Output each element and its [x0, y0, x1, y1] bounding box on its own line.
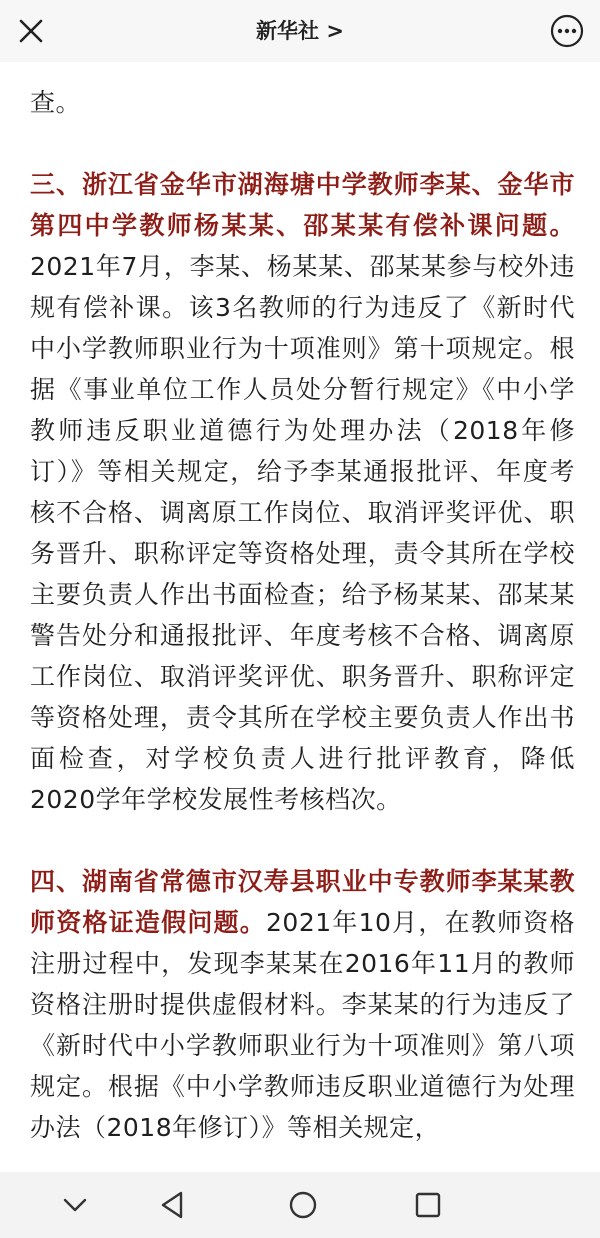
section-3-paragraph — [30, 164, 575, 820]
previous-paragraph-tail: 查。 — [30, 88, 82, 117]
home-circle-icon — [283, 1185, 323, 1225]
system-nav-bar — [0, 1172, 600, 1238]
more-button[interactable] — [550, 14, 584, 48]
back-button[interactable] — [153, 1185, 193, 1225]
section-4-heading: 四、湖南省常德市汉寿县职业中专教师李某某教师资格证造假问题。 — [30, 867, 575, 937]
top-bar — [0, 0, 600, 62]
more-icon — [550, 14, 584, 48]
recent-square-icon — [408, 1185, 448, 1225]
recent-apps-button[interactable] — [408, 1185, 448, 1225]
close-icon — [16, 16, 46, 46]
section-3-body: 2021年7月，李某、杨某某、邵某某参与校外违规有偿补课。该3名教师的行为违反了《新时代中小学教师职业行为十项准则》第十项规定。根据《事业单位工作人员处分暂行规定》《中小学教师违反职业道德行为处理办法（2018年修订）》等相关规定，给予李某通报批评、年度考核不合格、调离原工作岗位、取消评奖评优、职务晋升、职称评定等资格处理，责令其所在学校主要负责人作出书面检查；给予杨某某、邵某某警告处分和通报批评、年度考核不合格、调离原工作岗位、取消评奖评优、职务晋升、职称评定等资格处理，责令其所在学校主要负责人作出书面检查，对学校负责人进行批评教育，降低2020学年学校发展性考核档次。 — [30, 252, 575, 814]
collapse-button[interactable] — [55, 1185, 95, 1225]
section-4-body: 2021年10月，在教师资格注册过程中，发现李某某在2016年11月的教师资格注册时提供虚假材料。李某某的行为违反了《新时代中小学教师职业行为十项准则》第八项规定。根据《中小学教师违反职业道德行为处理办法（2018年修订）》等相关规定， — [30, 908, 575, 1142]
article-content — [30, 30, 575, 1148]
home-button[interactable] — [283, 1185, 323, 1225]
close-button[interactable] — [16, 16, 46, 46]
chevron-down-icon — [55, 1185, 95, 1225]
account-title-button[interactable]: 新华社 > — [256, 19, 344, 43]
back-triangle-icon — [153, 1185, 193, 1225]
section-3-heading: 三、浙江省金华市湖海塘中学教师李某、金华市第四中学教师杨某某、邵某某有偿补课问题。 — [30, 170, 575, 240]
section-4-paragraph — [30, 861, 575, 1148]
